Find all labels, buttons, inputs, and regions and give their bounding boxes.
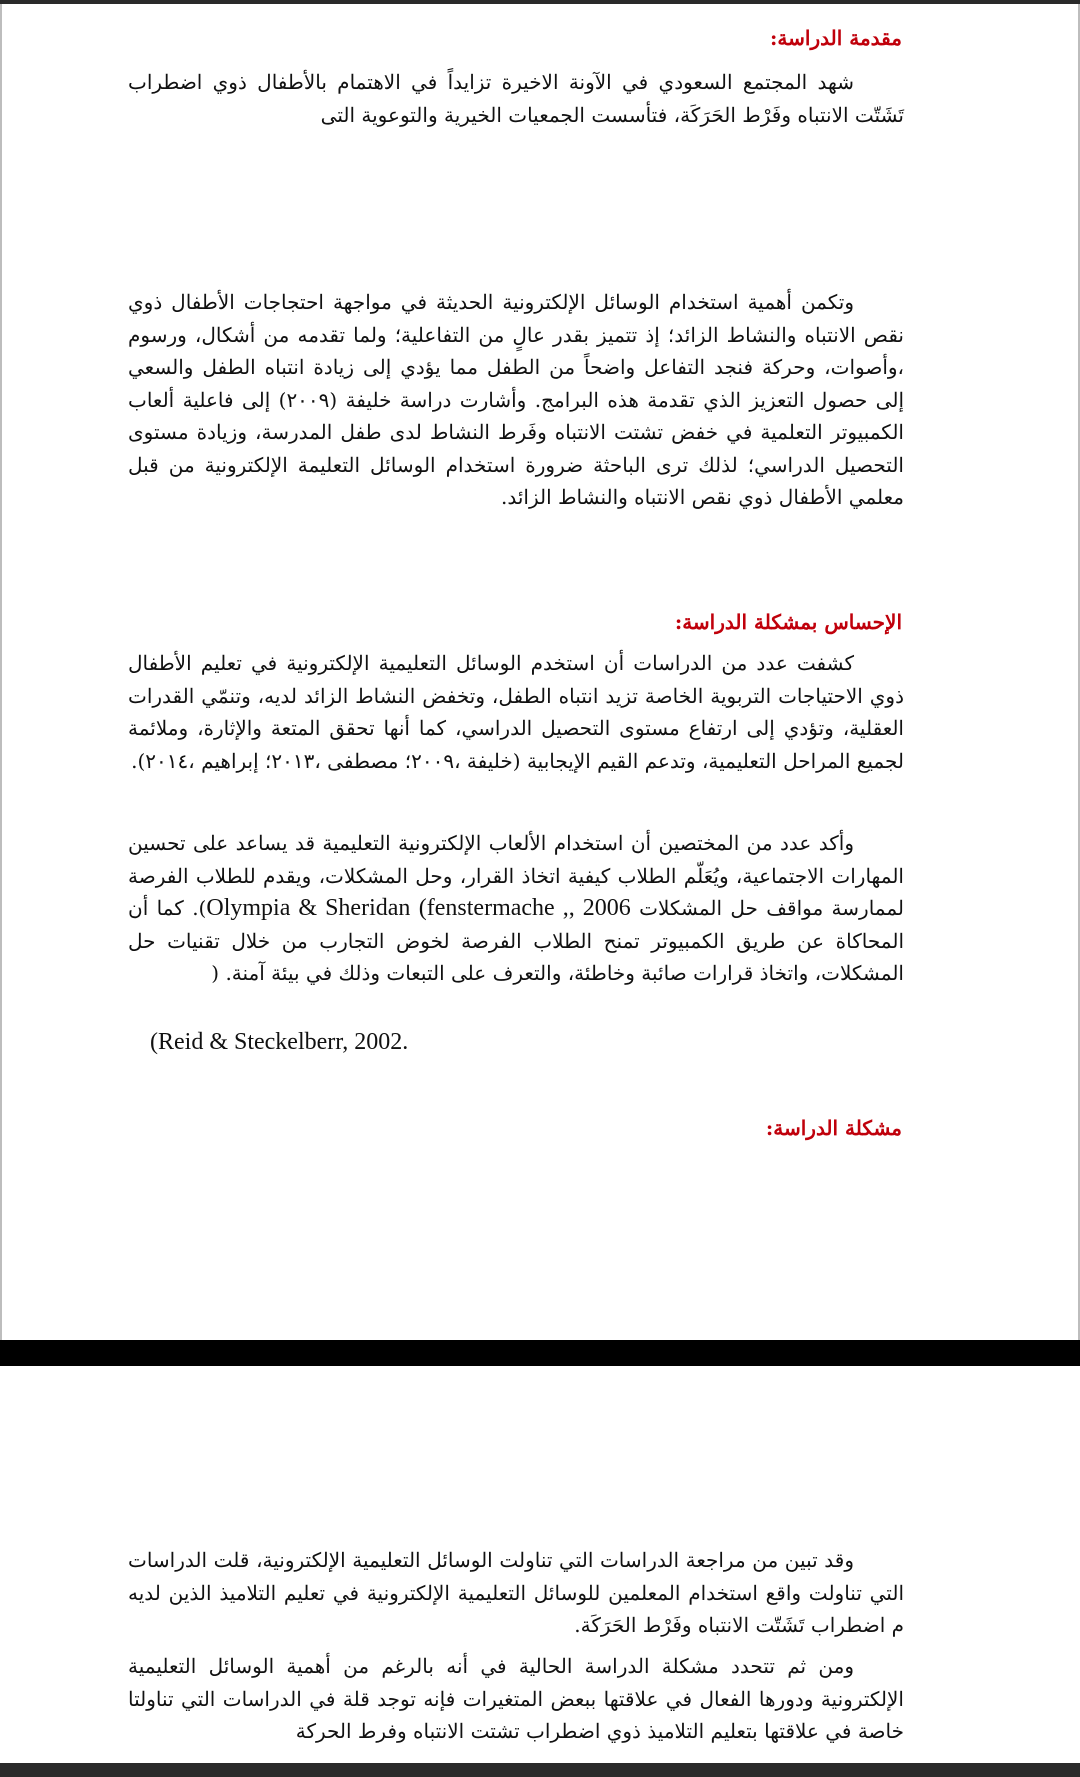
document-page-2 bbox=[0, 1366, 1080, 1763]
problem-paragraph-2-text: ومن ثم تتحدد مشكلة الدراسة الحالية في أنه بالرغم من أهمية الوسائل التعليمية الإلكترونية ودورها الفعال في علاقتها ببعض المتغيرات فإنه توجد قلة في الدراسات التي تناولتا خاصة في علاقتها بتعليم التلاميذ ذوي اضطراب تشتت الانتباه وفرط الحركة bbox=[128, 1654, 904, 1743]
problem-paragraph-1 bbox=[128, 1544, 904, 1642]
intro-paragraph-1 bbox=[128, 66, 904, 131]
problem-paragraph-1-text: وقد تبين من مراجعة الدراسات التي تناولت الوسائل التعليمية الإلكترونية، قلت الدراسات التي تناولت واقع استخدام المعلمين للوسائل التعليمية الإلكترونية في تعليم التلاميذ الذين لديه م اضطراب تَشَتّت الانتباه وفَرْط الحَرَكَة. bbox=[128, 1548, 904, 1637]
intro-heading: مقدمة الدراسة: bbox=[770, 26, 902, 50]
intro-paragraph-2 bbox=[128, 286, 904, 514]
problem-sense-paragraph-2-part-b: ). كما أن المحاكاة عن طريق الكمبيوتر تمنح الطلاب الفرصة لخوض التجارب من خلال تقنيات حل المشكلات، واتخاذ قرارات صائبة وخاطئة، والتعرف على التبعات وذلك في بيئة آمنة. ( bbox=[128, 896, 904, 985]
problem-sense-paragraph-1 bbox=[128, 647, 904, 777]
citation-reid-steckelberr: (Reid & Steckelberr, 2002. bbox=[150, 1029, 409, 1055]
citation-olympia-sheridan: Olympia & Sheridan bbox=[206, 895, 411, 921]
page-separator bbox=[0, 1340, 1080, 1366]
problem-sense-paragraph-2 bbox=[128, 827, 904, 990]
watermark-logo bbox=[470, 1680, 590, 1720]
problem-sense-heading: الإحساس بمشكلة الدراسة: bbox=[674, 610, 902, 634]
document-page-1 bbox=[0, 4, 1080, 1340]
citation-fenstermache: (fenstermache ,, 2006 bbox=[418, 895, 631, 921]
viewer-bottom-bar bbox=[0, 1763, 1080, 1777]
intro-paragraph-2-text: وتكمن أهمية استخدام الوسائل الإلكترونية الحديثة في مواجهة احتجاجات الأطفال ذوي نقص الانتباه والنشاط الزائد؛ إذ تتميز بقدر عالٍ من التفاعلية؛ ولما تقدمه من أشكال، ورسوم ،وأصوات، وحركة فنجد التفاعل واضحاً من الطفل مما يؤدي إلى زيادة انتباه الطفل والسعي إلى حصول التعزيز الذي تقدمة هذه البرامج. وأشارت دراسة خليفة (٢٠٠٩) إلى فاعلية ألعاب الكمبيوتر التعلمية في خفض تشتت الانتباه وفَرط النشاط لدى طفل المدرسة، وزيادة مستوى التحصيل الدراسي؛ لذلك ترى الباحثة ضرورة استخدام الوسائل التعليمة الإلكترونية من قبل معلمي الأطفال ذوي نقص الانتباه والنشاط الزائد. bbox=[128, 290, 905, 509]
problem-sense-paragraph-1-text: كشفت عدد من الدراسات أن استخدم الوسائل التعليمية الإلكترونية في تعليم الأطفال ذوي الاحتياجات التربوية الخاصة تزيد انتباه الطفل، وتخفض النشاط الزائد لديه، وتنمّي القدرات العقلية، وتؤدي إلى ارتفاع مستوى التحصيل الدراسي، كما أنها تحقق المتعة والإثارة، وملائمة لجميع المراحل التعليمية، وتدعم القيم الإيجابية (خليفة ،٢٠٠٩؛ مصطفى ،٢٠١٣؛ إبراهيم ،٢٠١٤). bbox=[128, 651, 904, 773]
problem-heading: مشكلة الدراسة: bbox=[765, 1116, 902, 1140]
problem-sense-paragraph-2-part-a: وأكد عدد من المختصين أن استخدام الألعاب الإلكترونية التعليمية قد يساعد على تحسين المهارات الاجتماعية، ويُعَلّم الطلاب كيفية اتخاذ القرار، وحل المشكلات، ويقدم للطلاب الفرصة لممارسة مواقف حل المشكلات bbox=[128, 831, 905, 920]
page-left-edge bbox=[0, 4, 2, 1340]
intro-paragraph-1-text: شهد المجتمع السعودي في الآونة الاخيرة تزايداً في الاهتمام بالأطفال ذوي اضطراب تَشَتّت الانتباه وفَرْط الحَرَكَة، فتأسست الجمعيات الخيرية والتوعوية التى bbox=[128, 70, 904, 127]
problem-sense-paragraph-2-text bbox=[128, 827, 904, 990]
